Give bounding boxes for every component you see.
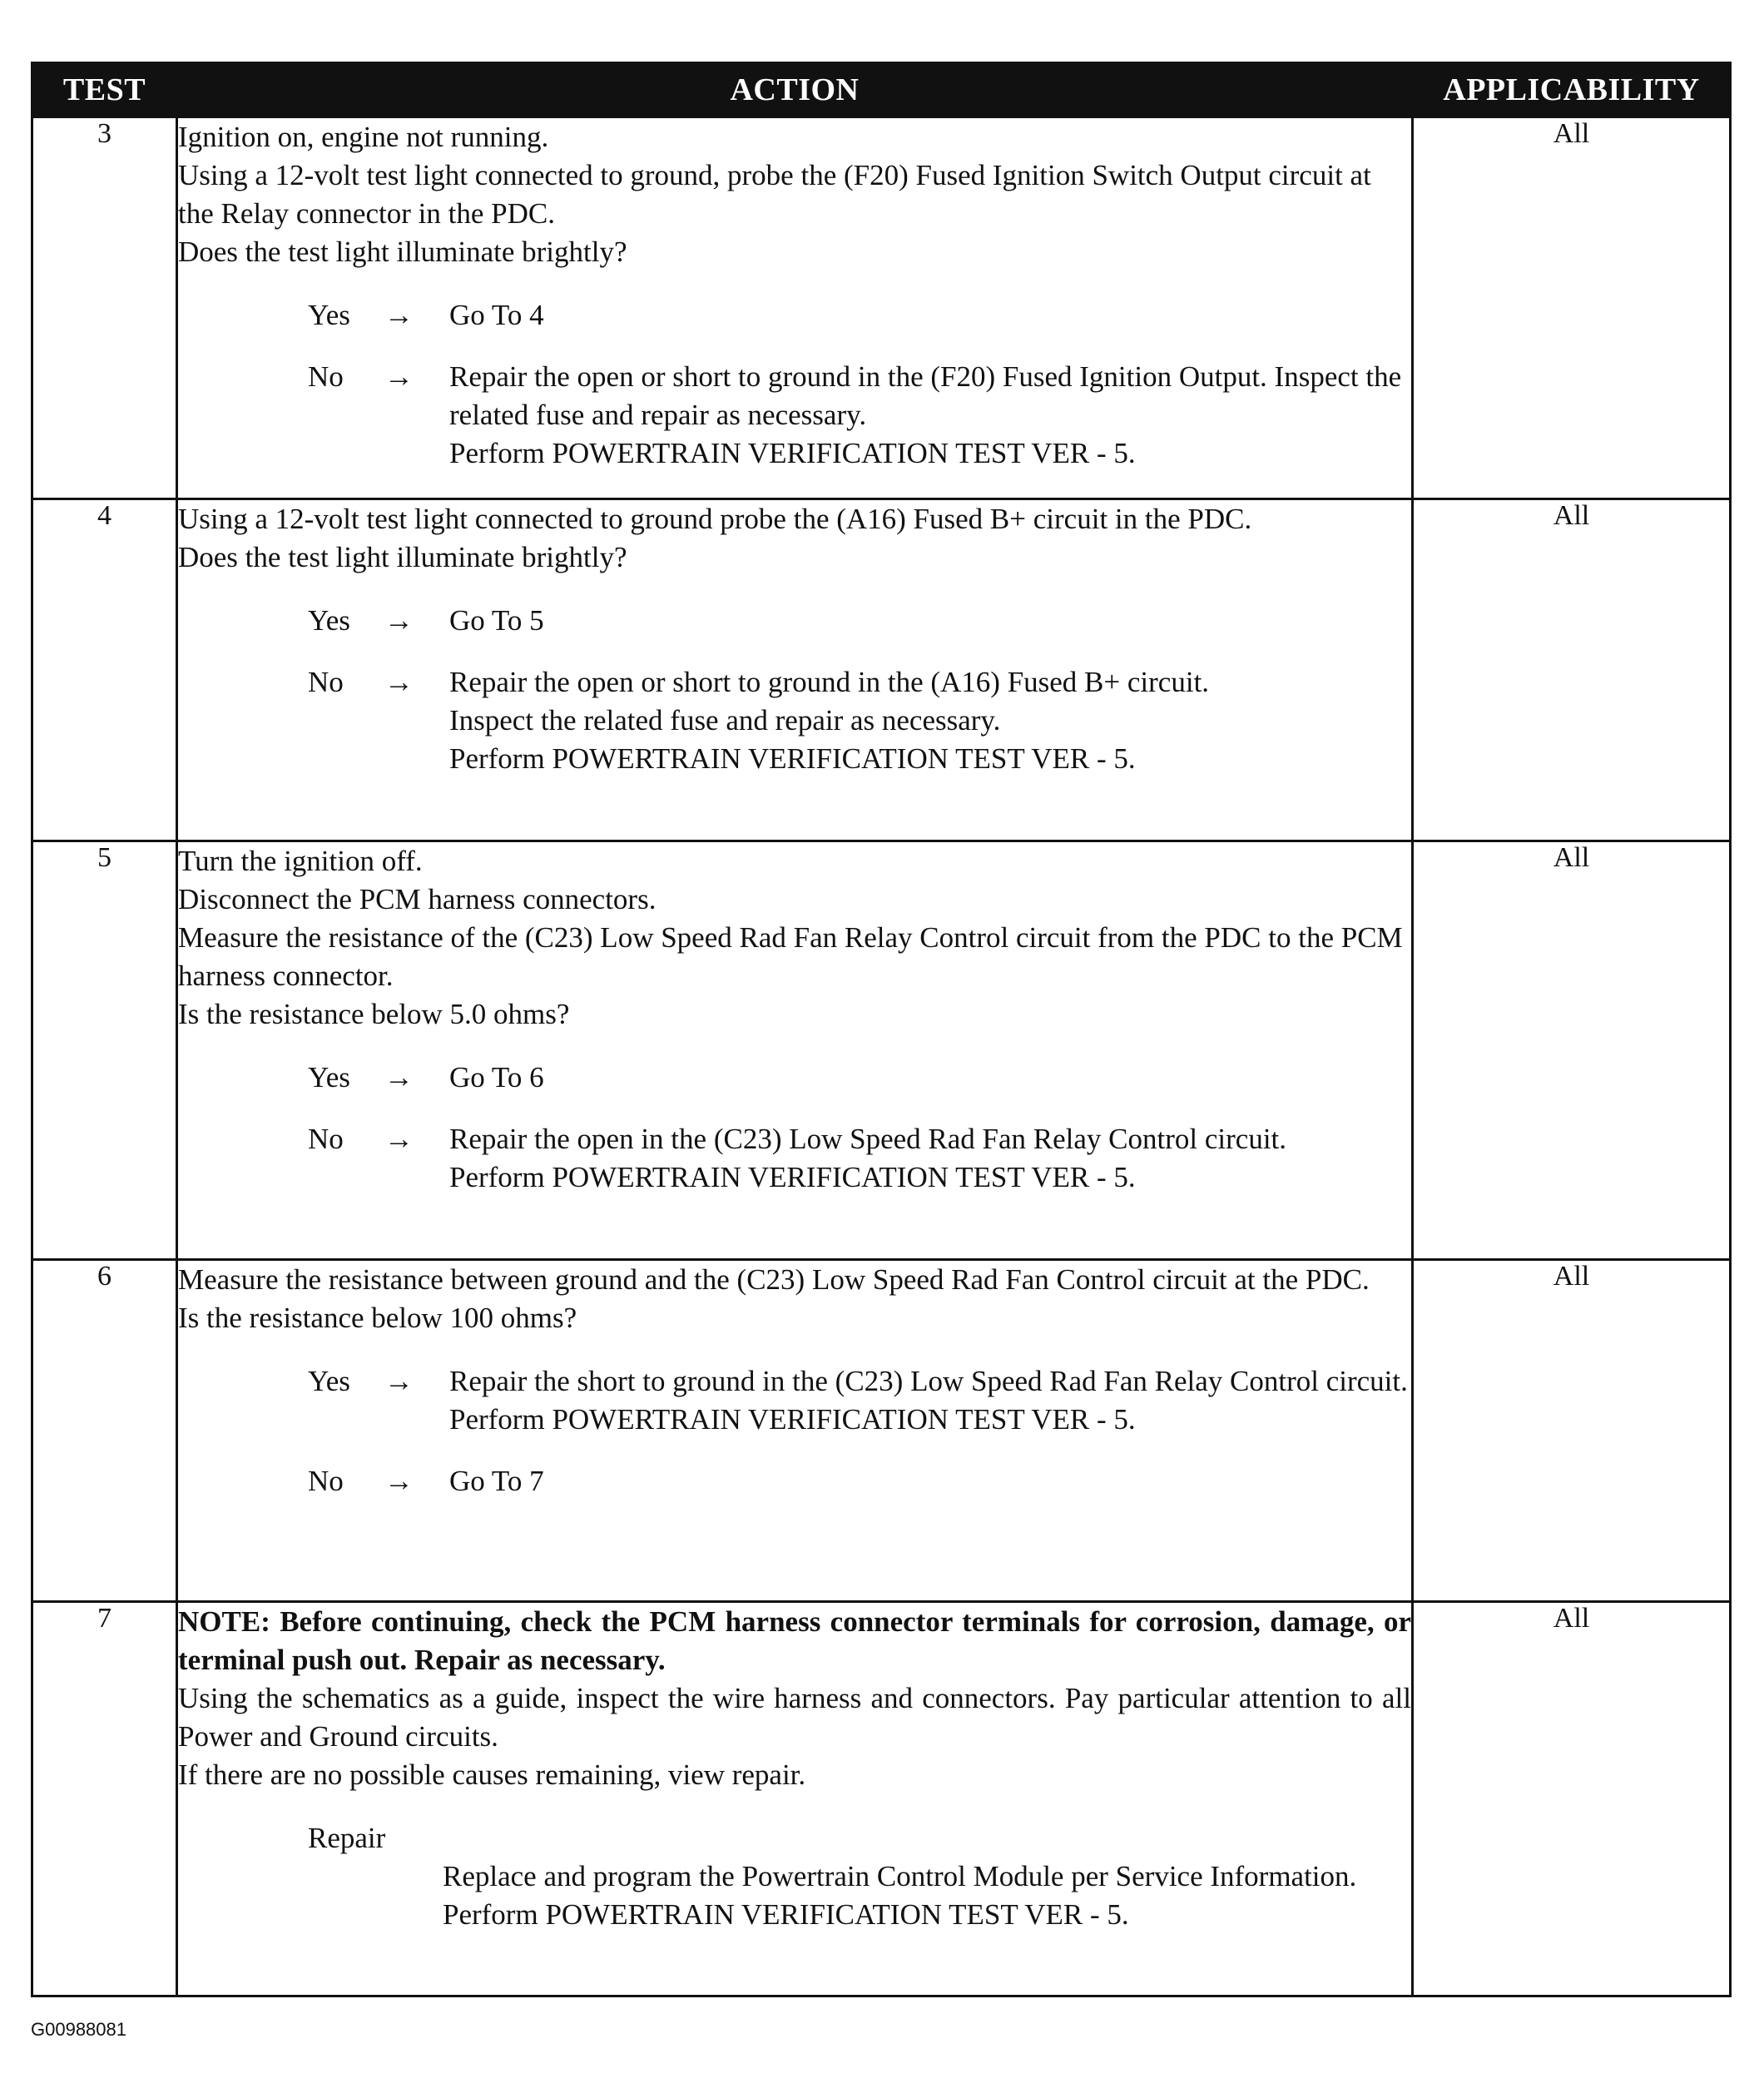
no-result [449, 1120, 1411, 1197]
repair-instructions [443, 1857, 1411, 1934]
action-line: Measure the resistance of the (C23) Low Speed Rad Fan Relay Control circuit from the PDC to the PCM harness connector. [178, 921, 1403, 992]
no-result [449, 358, 1411, 473]
action-line: If there are no possible causes remaining, view repair. [178, 1758, 806, 1791]
test-number: 5 [32, 841, 177, 1260]
no-result-line: Perform POWERTRAIN VERIFICATION TEST VER - 5. [449, 742, 1136, 775]
yes-branch [178, 602, 1411, 640]
arrow-right-icon: → [384, 1061, 414, 1094]
no-result-line: Perform POWERTRAIN VERIFICATION TEST VER - 5. [449, 1161, 1136, 1193]
no-result-line: Repair the open in the (C23) Low Speed Rad Fan Relay Control circuit. [449, 1123, 1287, 1155]
no-result: Go To 7 [449, 1465, 544, 1497]
yes-branch [178, 1059, 1411, 1097]
repair-line: Replace and program the Powertrain Control Module per Service Information. [443, 1860, 1357, 1892]
applicability-value: All [1413, 841, 1731, 1260]
action-cell [177, 117, 1413, 499]
applicability-value: All [1413, 1602, 1731, 1996]
table-row-test-5 [32, 841, 1731, 1260]
table-row-test-4 [32, 499, 1731, 841]
test-number: 7 [32, 1602, 177, 1996]
applicability-value: All [1413, 1260, 1731, 1602]
no-label: No [308, 360, 344, 393]
action-cell [177, 1260, 1413, 1602]
no-result-line: Repair the open or short to ground in the (A16) Fused B+ circuit. [449, 666, 1210, 698]
yes-label: Yes [308, 1061, 350, 1094]
yes-label: Yes [308, 299, 350, 331]
no-label: No [308, 666, 344, 698]
no-result-line: Inspect the related fuse and repair as necessary. [449, 704, 1001, 737]
test-number: 4 [32, 499, 177, 841]
action-line: Turn the ignition off. [178, 845, 423, 877]
action-line: Measure the resistance between ground and the (C23) Low Speed Rad Fan Control circuit at the PDC. [178, 1263, 1370, 1296]
yes-result [449, 1362, 1411, 1439]
yes-result-line: Perform POWERTRAIN VERIFICATION TEST VER - 5. [449, 1403, 1136, 1436]
action-line: Is the resistance below 5.0 ohms? [178, 998, 570, 1030]
table-row-test-6 [32, 1260, 1731, 1602]
yes-result: Go To 5 [449, 604, 544, 637]
yes-branch [178, 1362, 1411, 1439]
no-result-line: Perform POWERTRAIN VERIFICATION TEST VER - 5. [449, 437, 1136, 469]
applicability-value: All [1413, 499, 1731, 841]
no-label: No [308, 1465, 344, 1497]
yes-result-line: Repair the short to ground in the (C23) Low Speed Rad Fan Relay Control circuit. [449, 1365, 1408, 1397]
repair-line: Perform POWERTRAIN VERIFICATION TEST VER - 5. [443, 1898, 1129, 1931]
header-applicability: APPLICABILITY [1413, 63, 1731, 117]
header-test: TEST [32, 63, 177, 117]
no-branch [178, 358, 1411, 473]
test-number: 6 [32, 1260, 177, 1602]
arrow-right-icon: → [384, 666, 414, 698]
no-branch [178, 663, 1411, 778]
action-line: Using a 12-volt test light connected to ground, probe the (F20) Fused Ignition Switch Output circuit at the Relay connector in the PDC. [178, 159, 1371, 230]
action-cell [177, 841, 1413, 1260]
action-cell [177, 1602, 1413, 1996]
no-result [449, 663, 1411, 778]
applicability-value: All [1413, 117, 1731, 499]
action-line: Using the schematics as a guide, inspect the wire harness and connectors. Pay particular attention to all Power and Ground circuits. [178, 1682, 1411, 1753]
arrow-right-icon: → [384, 360, 414, 393]
table-header-row [32, 63, 1731, 117]
action-line: Is the resistance below 100 ohms? [178, 1302, 577, 1334]
figure-reference-code: G00988081 [31, 2019, 126, 2040]
action-line: Does the test light illuminate brightly? [178, 541, 627, 573]
action-line: Ignition on, engine not running. [178, 121, 549, 153]
note-text: NOTE: Before continuing, check the PCM harness connector terminals for corrosion, damage, or terminal push out. Repair as necessary. [178, 1605, 1411, 1676]
no-result-line: Repair the open or short to ground in the (F20) Fused Ignition Output. Inspect the related fuse and repair as necessary. [449, 360, 1402, 431]
yes-result: Go To 4 [449, 299, 544, 331]
table-row-test-7 [32, 1602, 1731, 1996]
arrow-right-icon: → [384, 1123, 414, 1155]
no-branch [178, 1120, 1411, 1197]
arrow-right-icon: → [384, 1365, 414, 1397]
action-line: Does the test light illuminate brightly? [178, 236, 627, 268]
test-number: 3 [32, 117, 177, 499]
yes-label: Yes [308, 1365, 350, 1397]
yes-branch [178, 296, 1411, 335]
action-cell [177, 499, 1413, 841]
diagnostic-test-table [31, 62, 1732, 1997]
arrow-right-icon: → [384, 299, 414, 331]
yes-result: Go To 6 [449, 1061, 544, 1094]
table-row-test-3 [32, 117, 1731, 499]
header-action: ACTION [177, 63, 1413, 117]
arrow-right-icon: → [384, 1465, 414, 1497]
repair-label: Repair [308, 1822, 386, 1854]
action-line: Disconnect the PCM harness connectors. [178, 883, 657, 915]
no-label: No [308, 1123, 344, 1155]
arrow-right-icon: → [384, 604, 414, 637]
no-branch [178, 1462, 1411, 1500]
action-line: Using a 12-volt test light connected to ground probe the (A16) Fused B+ circuit in the PDC. [178, 503, 1252, 535]
yes-label: Yes [308, 604, 350, 637]
